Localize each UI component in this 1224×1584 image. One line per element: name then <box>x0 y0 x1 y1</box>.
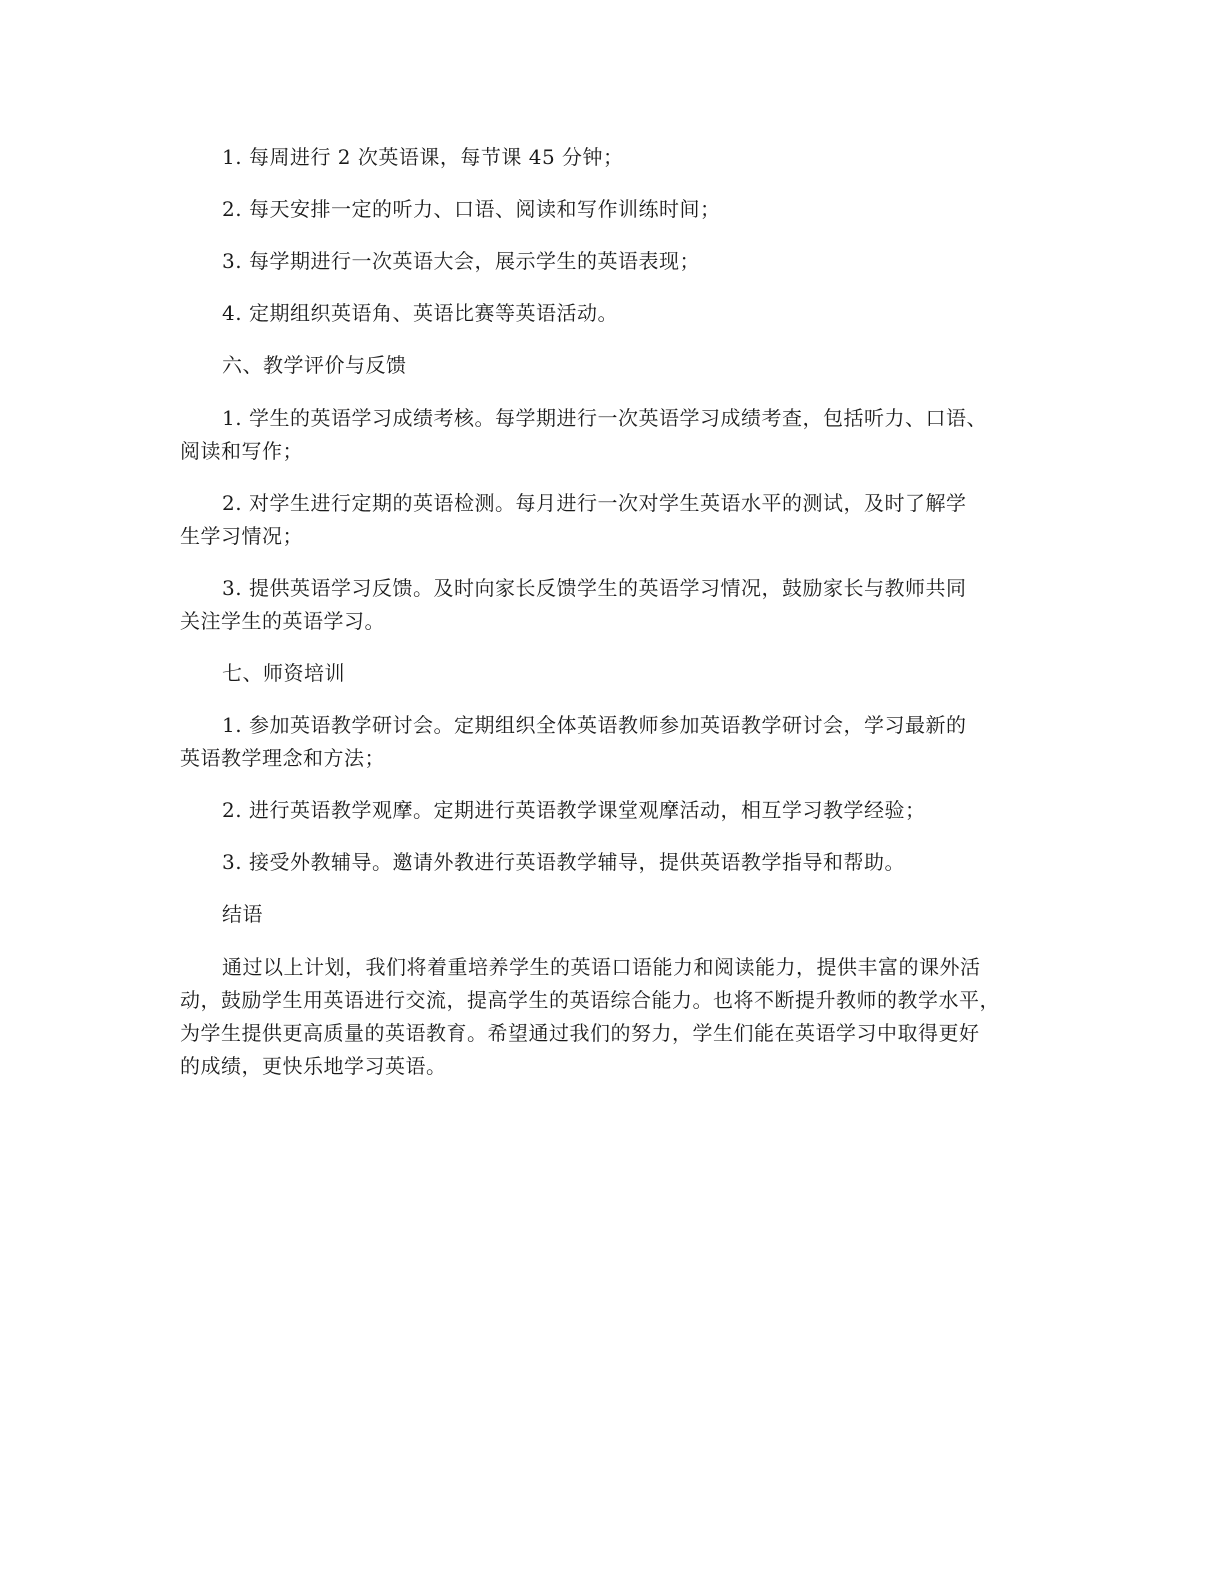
training-item-2: 2. 进行英语教学观摩。定期进行英语教学课堂观摩活动，相互学习教学经验； <box>222 798 926 822</box>
evaluation-item-1-line-1: 1. 学生的英语学习成绩考核。每学期进行一次英语学习成绩考查，包括听力、口语、 <box>222 406 987 430</box>
training-item-3: 3. 接受外教辅导。邀请外教进行英语教学辅导，提供英语教学指导和帮助。 <box>222 850 905 874</box>
training-item-1-line-2: 英语教学理念和方法； <box>180 746 385 770</box>
schedule-item-1: 1. 每周进行 2 次英语课，每节课 45 分钟； <box>222 145 624 169</box>
evaluation-item-2-line-2: 生学习情况； <box>180 524 303 548</box>
conclusion-line-1: 通过以上计划，我们将着重培养学生的英语口语能力和阅读能力，提供丰富的课外活 <box>222 955 981 979</box>
schedule-item-3: 3. 每学期进行一次英语大会，展示学生的英语表现； <box>222 249 700 273</box>
conclusion-line-4: 的成绩，更快乐地学习英语。 <box>180 1054 447 1078</box>
conclusion-line-3: 为学生提供更高质量的英语教育。希望通过我们的努力，学生们能在英语学习中取得更好 <box>180 1021 980 1045</box>
conclusion-line-2: 动，鼓励学生用英语进行交流，提高学生的英语综合能力。也将不断提升教师的教学水平， <box>180 988 1000 1012</box>
evaluation-heading: 六、教学评价与反馈 <box>222 353 407 377</box>
schedule-item-2: 2. 每天安排一定的听力、口语、阅读和写作训练时间； <box>222 197 721 221</box>
evaluation-item-1-line-2: 阅读和写作； <box>180 439 303 463</box>
training-heading: 七、师资培训 <box>222 661 345 685</box>
evaluation-item-2-line-1: 2. 对学生进行定期的英语检测。每月进行一次对学生英语水平的测试，及时了解学 <box>222 491 967 515</box>
evaluation-item-3-line-2: 关注学生的英语学习。 <box>180 609 385 633</box>
conclusion-heading: 结语 <box>222 902 263 926</box>
schedule-item-4: 4. 定期组织英语角、英语比赛等英语活动。 <box>222 301 618 325</box>
training-item-1-line-1: 1. 参加英语教学研讨会。定期组织全体英语教师参加英语教学研讨会，学习最新的 <box>222 713 967 737</box>
evaluation-item-3-line-1: 3. 提供英语学习反馈。及时向家长反馈学生的英语学习情况，鼓励家长与教师共同 <box>222 576 967 600</box>
